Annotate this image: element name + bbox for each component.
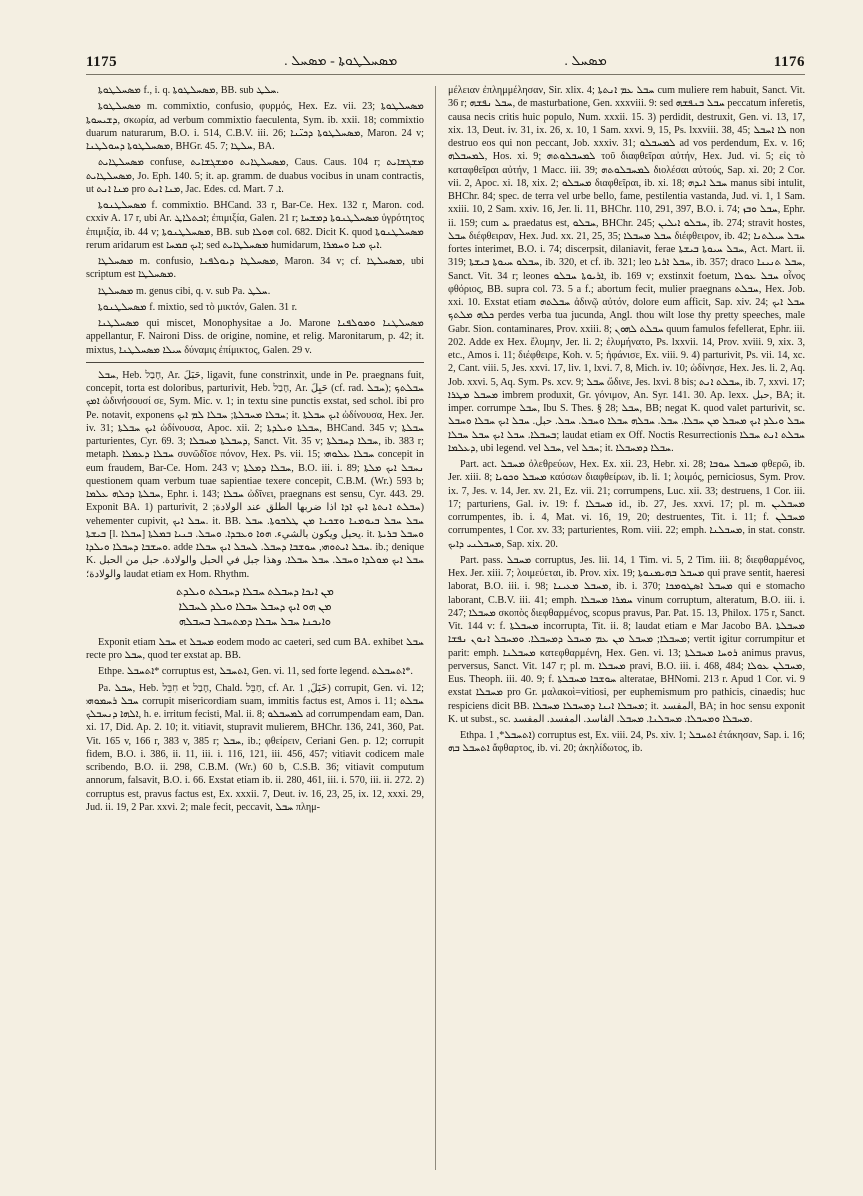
dictionary-entry: ܡܣܚܠܛܐܝܬ confuse, ܡܣܚܠܛܐܝܬ ܘܡܫܓܫܐܝܬ, Caus. Caus. 104 r; ܡܫܓܫܐܝܬ ܡܣܚܠܛܐܝܬ, Jo. Eph. 140. 5; it. ap. gramm. de duabus vocibus in unam contractis, ut ܡܢܐ ܐܢܬ pro ܡܢܐ ܐܢܬ, Jac. Edes. cd. Mart. ܐ. 7.: [86, 157, 424, 195]
dictionary-entry: Pa. ܚܒܠ, Heb. חִבֵּל et חָבַל, Chald. חַבֵּל, cf. Ar. خَبَلَ, 1) corrupit, Gen. vi. 12; ܚܒܠ ܪܚܡܘܗܝ corrupit misericordiam suam, immitis factus est, Amos i. 11; ܚܒܠܬ ܐܠܗܐ ܕܢܚܒܠܟ, h. e. irritum fecisti, Mal. ii. 8; ܠܡܚܒܠܘ ad corrumpendam eam, Dan. xi. 17, Did. Ap. 2. 10; it. vitiavit, stupravit mulierem, BHChr. 136, 241, 360, Pat. Vit. 165 v, 166 r, 383 v, 385 r; ܚܒܠ, ib.; φθείρειν, Ceriani Gen. p. 12; corrupit fidem, B.O. i. 386, ii. 11, iii. i. 116, 121, iii. 456, 457; vitiavit codicem male scribendo, B.O. ii. 298, C.B.M. (Wr.) 60 b, C.S.B. 36; vitiavit computum annorum, falsavit, B.O. i. 66. Exstat etiam ib. ii. 280, 461, iii. i. 570, iii. ii. 272. 2) corruptus est, pravus factus est, Ex. xxxii. 7, Deut. iv. 16, 23, 25, ix. 12, xxxi. 29, Jud. ii. 19, 2 Par. xxvi. 2; male fecit, peccavit, ܚܒܠ πλημ-: [86, 682, 424, 813]
dictionary-entry: ܡܣܚܠܛܐ m. genus cibi, q. v. sub Pa. ܚܠܛ.: [98, 285, 271, 297]
dictionary-entry: ܚܒܠ, Heb. חָבַל, Ar. حَبَلَ, ligavit, fune constrinxit, unde in Pe. praegnans fuit, concepit, torta est doloribus, parturivit, Heb. חָבַל, Ar. حَبِلَ (cf. rad. ܚܒܠ); ܚܒܠܬܟ ܐܡܟ ὠδινήσουσί σε, Sym. Mic. v. 1; in textu sine punctis exstat, sed schol. ibi pro Pe. notavit, exponens ܚܒܠܐ ܡܚܒܠܬܐ; ܚܒܠܐ ܠܡ ܐܝܟ; it. ܐܝܟ ܚܒܠܬܐ ὠδίνουσα, Hex. Jer. iv. 31; ܐܝܟ ܚܒܠܬܐ ὠδίνουσα, Apoc. xii. 2; ܚܒܠܬܐ ܘܝܠܕܬܐ, BHCand. 345 v; ܚܒܠܬܐ parturientes, Cyr. 69. 3; ܕܚܒܠܬܐ ܡܚܒܠܐ, Sanct. Vit. 35 v; ܚܒܠܐ ܕܚܒܠܬܐ, ib. 383 r; metaph. ܚܒܠܐ ܕܥܡܠܐ συνῶδῖσε πόνον, Hex. Ps. vii. 15; ܚܒܠܐ ܥܠܘܗܝ concepit in eum fraudem, Bar-Ce. Hom. 243 v; ܚܒܠܐ ܕܡܠܬܐ, B.O. iii. i. 89; ܢܚܒܠ ܐܝܟ ܡܠܬܐ questionem quam verbum tuae sapientiae texere concepit, C.B.M. (Wr.) 593 b; ܚܒܠܬܐ ܕܟܠܗ ܥܠܡܐ, Ephr. i. 143; ܚܒܠܐ ὠδῖνει, praegnans est sensu, Cyr. 443. 29. Exponit BA. 1) parturivit, ܚܒܠܬ ܐܢܬܬܐ ܐܝܟ ܐܕܐ اذا ضربها الطلق عند الولادة; 2) vehementer cupivit, ܚܒܠ ܐܝܟ. it. BB. ܚܒܠ ܚܒܠ ܒܝܘܡܢܐ ܘܫܟܢܐ ܡܢ ܛܠܒܘܬܐ. ܚܒܠ ܒܝܫܬܐ [l. ܚܒܠܐ] يحبل ويكون بالشيء. ܗܘܐ ܘܥܒܕܐ. ܘܚܒܠ. ܒܢܝܐ ܒܡܠܬܐ. it. ܘܚܒܠ ܒܪܝܬܐ ܘܚܫܒܐ ܕܚܒܠܐ ܘܝܠܕܐ. adde ܚܒܠ ܐܝܬܘܗܝ, ܚܘܫܒܐ ܕܚܒܠ. ܠܚܒܠ ܐܝܟ ܚܒܠܐ. ib.; denique K. ܚܒܠ ܐܝܟ ܡܘܠܕܐ ܘܚܒܠ. ܚܒܠ ܚܒܠܐ. وهذا جبل في الحبل والولادة. حبل من الحبل والولادة؛ laudat etiam ex Hom. Rhythm.: [86, 369, 424, 580]
verse-line: ܘܐܝܟܢܐ ܚܒܠ ܚܒܠܐ ܕܡܬܚܒܠ ܒܚܒܠܗ: [178, 615, 332, 628]
dictionary-entry: Ethpe. ܐܬܚܒܠ* corruptus est, ܐܬܚܒܠ, Gen. vi. 11, sed forte legend. ܐܬܚܒܠܬ*.: [98, 666, 413, 678]
verse-line: ܡܢ ܗܘ ܐܝܟ ܕܚܒܠ ܚܒܠܐ ܘܝܠܕ ܠܚܒܠܐ: [178, 600, 332, 613]
dictionary-entry: Part. act. ܡܚܒܠ ὀλεθρεύων, Hex. Ex. xii. 23, Hebr. xi. 28; ܡܚܒܠ ܚܘܒܐ φθερῶ, ib. Jer. xiii. 8; ܡܚܒܠ ܘܟܘܝܐ καύσων διαφθείρων, ib. li. 1; λοιμός, perniciosus, Sym. Prov. ix. 7, Jes. v. 14, Jer. xv. 21, Ez. vii. 21; corrumpens, Luc. xii. 33; destruens, 1 Cor. iii. 17; parturiens, Gal. iv. 19: f. ܡܚܒܠܐ id., ib. 27, Jes. xxvi. 17; pl. m. ܡܚܒܠܝܢ corrumpentes, ib. i. 4, Mat. vi. 16, 19, 20; destruentes, Tit. i. 11; f. ܡܚܒܠܢ corrumpentes, 1 Cor. xv. 33; parturientes, Rom. viii. 22; emph. ܡܚܒܠܢܐ, in stat. constr. ܡܚܒܠܢܝ ܕܐܝܟ, Sap. xix. 20.: [448, 459, 805, 550]
right-running-head: ܡܣܚܠ .: [564, 54, 607, 69]
left-page-number: 1175: [86, 53, 118, 70]
verse-line: ܡܢ ܐܝܟܐ ܕܚܒܠܬ ܚܒܠܐ ܕܚܒܠܬ ܘܝܠܕܬ: [176, 585, 334, 598]
left-running-head: ܡܣܚܠܛܘܬܐ - ܡܣܚܠ .: [284, 54, 398, 69]
dictionary-entry: ܡܣܚܠܛܢܐ qui miscet, Monophysitae a Jo. Marone ܡܣܚܠܛܢܐ ܘܡܘܠܦܢܐ appellantur, F. Naironi Diss. de origine, nomine, et relig. Maronitarum, p. 42; it. mixtus, ܚܝܠܐ ܡܣܚܠܛܢܐ δύναμις ἐπίμικτος, Galen. 29 v.: [86, 318, 424, 356]
dictionary-entry: ܡܣܚܠܛܢܘܬܐ f. mixtio, sed τὸ μικτόν, Galen. 31 r.: [98, 301, 298, 313]
dictionary-entry: ܡܣܚܠܛܘܬܐ m. commixtio, confusio, φυρμός, Hex. Ez. vii. 23; ܡܣܚܠܛܘܬܐ ܕܫܝܚܘܬܐ, σκωρία, ad verbum commixtio faeculenta, Sym. ib. xxii. 18; commixtio duarum naturarum, B.O. i. 514, C.B.V. iii. 26; ܡܣܚܠܛܘܬܐ ܕܟܝ̈ܢܐ, Maron. 24 v; ܡܣܚܠܛܘܬܐ ܕܚܘܠܛܢܐ, BHGr. 45. 7; ܚܠܛܐ, BA.: [86, 101, 424, 152]
dictionary-entry: Part. pass. ܡܚܒܠ corruptus, Jes. lii. 14, 1 Tim. vi. 5, 2 Tim. iii. 8; διεφθαρμένος, Hex. Jer. xiii. 7; λοιμεύεται, ib. Prov. xix. 19; ܡܚܒܠ ܒܗܝܡܢܘܬܐ qui prave sentit, haeresi laborat, B.O. iii. i. 98; ܡܚܒܠ ܡܥܝܢܐ, ib. i. 370; ܡܚܒܠ ܐܣܛܘܡܟܐ qui e stomacho laborant, C.B.V. iii. 41; emph. ܚܡܪܐ ܡܚܒܠܐ vinum corruptum, alteratum, B.O. iii. i. 247; ܡܚܒܠܐ σκοπὸς διεφθαρμένος, scopus pravus, Par. Pat. 15. 13, Philox. 175 r, Sanct. Vit. 144 v: f. ܡܚܒܠܬܐ incorrupta, Tit. ii. 8; laudat etiam e Mar Jacobo BA. ܡܚܒܠܬܐ ܡܚܒܠܐ; ܡܚܒܠ ܡܢ ܥܡ ܡܚܒܠ ܕܡܚܒܠܐ. ܘܡܚܒܠ ܐܢܘܢ ܢܦܫܐ; vertit igitur corrumpitur et parit: emph. ܡܚܒܠܢܐ κατεφθαρμένη, Hex. Gen. vi. 13; ܪܘܚܐ ܡܚܒܠܬܐ animus pravus, perversus, Sanct. Vit. 147 r; pl. m. ܡܚܒܠܐ pravi, B.O. iii. i. 468, 484; ܡܚܒܠܢ ܥܘܠܐ, Eus. Theoph. iii. 40. 9; f. ܚܘܫܒܐ ܡܚܒܠܬܐ alteratae, BHNomi. 213 r. Apud 1 Cor. vi. 9 exstat ܡܚܒܠܐ pro Gr. μαλακοὶ=vitiosi, per euphemismum pro pathicis, cinaedis; huc respiciens dicit BB. ܡܚܒܠܐ ܐܝܢܐ ܕܡܚܒܠܐ ܡܚܒܠܐ; it. المفسد, BA; in hoc sensu exponit K. ut subst., sc. ܡܚܒܠܐ ܘܡܚܒܠܐ. ܡܚܒܠܢܐ. ܡܚܒܠ. الفاسد. المفسد. المفسد.: [448, 554, 805, 725]
entry-separator: [86, 362, 424, 363]
right-column: [448, 84, 805, 1166]
left-column: [86, 84, 424, 1166]
right-page-number: 1176: [773, 53, 805, 70]
verse-quotation: [86, 585, 424, 630]
dictionary-entry: ܡܣܚܠܛܐ m. confusio, ܡܣܚܠܛܐ ܕܝܘܠܦܢܐ, Maron. 34 v; cf. ܡܣܚܠܛܐ, ubi scriptum est ܡܣܚܠܛܐ.: [86, 256, 424, 281]
page-header: [86, 50, 805, 75]
dictionary-entry: Ethpa. ܐܬܚܒܠ*, 1) corruptus est, Ex. viii. 24, Ps. xiv. 1; ܐܬܚܒܠ ἐτάκησαν, Sap. i. 16; ܐܬܚܒܠ ܒܗ ἄφθαρτος, ib. vi. 20; ἀκηλίδωτος, ib.: [448, 730, 805, 755]
dictionary-entry: μέλειαν ἐπλημμέλησαν, Sir. xlix. 4; ܚܒܠ ܥܡ ܐܢܬܬܐ cum muliere rem habuit, Sanct. Vit. 36 r; ܚܒܠ ܢܦܫܗ, de masturbatione, Gen. xxxviii. 9: sed ܚܒܠ ܒܢܦܫܗ peccatum inferetis, causa necis critis huic populo, Num. xxxii. 15. 3) perdidit, destruxit, Gen. vi. 13, 17, xix. 13, Deut. iv. 31, ix. 26, x. 10, 1 Sam. xxvi. 9, 15, Ps. lxxviii. 38, 45; ܠܐ ܐܚܒܠ non destruo eos qui non peccant, Job. xxxiv. 31; ܠܡܚܒܠܘ ad vos perdendum, Ex. v. 16; ܠܡܚܒܠܗ, Hos. xi. 9; ܠܡܚܒܠܘܬܗ τοῦ διαφθεῖραι αὐτήν, Hex. Jud. vi. 5; εἰς τὸ καταφθεῖραι αὐτήν, 1 Macc. iii. 39; ܠܡܚܒܠܘܬܗ διολέσαι αὐτούς, Sap. xi. 20; 2 Cor. vii. 2, Apoc. xi. 18, xix. 2; ܡܚܒܠܘ διαφθεῖραι, ib. xi. 18; ܚܒܠ ܐܝܕܗ manus sibi intulit, BHChr. 84; spec. de terra vel urbe bello, fame, pestilentia vastanda, Jud. vi. 1, 1 Sam. xxiii. 10, 2 Sam. xxiv. 16, Jer. li. 11, BHChr. 110, 291, 397, B.O. i. 74; ܚܒܠ ܘܒܙ, Ephr. ii. 159; cum ܥ praedatus est, ܚܒܠܘ, BHChr. 245; ܚܒܠܘ ܐܝܠܝܢ, ib. 274; stravit hostes, ܚܒܠ διέφθειραν, Hex. Jud. xx. 21, 25, 35; ܚܒܠ ܡܚܒܠܐ διέφθειρον, ib. 42; ܚܒܠ ܚܝܠܬܢܐ fortes interimet, B.O. i. 74; discerpsit, dilaniavit, ferae ܚܒܠ ܚܝܘܬܐ ܒܝܫܬܐ, Act. Mart. ii. 319; ܚܒܠܘ ܚܝܘܬܐ ܒܝܫܬܐ, ib. 320, et cf. ib. 321; leo ܚܒܠ ܐܪܝܐ, ib. 357; draco ܚܒܠ ܬܢܝܢܐ, Sanct. Vit. 34 r; leones ܐܪܝܘܬܐ ܚܒܠܘ, ib. 169 v; exstinxit foetum, ܚܒܠ ܥܘܠܐ οἶνος φθόριος, BB. supra col. 73. 5 a f.; abortum fecit, mulier praegnans ܚܒܠܬ, Hex. Job. xxi. 10. Exstat etiam ܚܒܠܬܗ ἀδινῷ αὐτόν, dolore eum afficit, Sap. xiv. 24; ܚܒܠ ܐܝܟ ܟܠܗ ܡܠܬܟ perdes verba tua jucunda, Angl. thou wilt lose thy pretty speeches, male Gabr. Sion. contaminares, Prov. xxiii. 8; ܚܒܠܬ ܠܗܘܢ quum famulos fefellerat, Ephr. iii. 202. Adde ex Hex. ἔλυμην, Jer. li. 2; ἐλυμήνατο, Ps. lxxvii. 14, Prov. xviii. 9, xix. 3, etc., Amos i. 11; διέφθειρε, Koh. v. 5; ἠφάνισε, Ex. viii. 9. 4) parturivit, Ps. vii. 14, xc. 2, Cant. viii. 5, Jes. xxvi. 17, liv. 1, lxvi. 7, 8, Mich. iv. 10; ὠδίνησε, Hex. Jes. li. 2, Aq. Job. xxvi. 5, Aq. Sym. Ps. xcv. 9; ܚܒܠ ὤδινε, Jes. lxvi. 8 bis; ܚܒܠܬ ܐܢܬ, ib. 7, xxvi. 17; ܡܚܒܠ ܡܛܪܐ imbrem produxit, Gr. γόνιμον, An. Syr. 141. 30. Ap. lexx. حبل, BA; it. imper. corrumpe ܚܒܠ, Ibu S. Thes. § 28; ܚܒܠ, BB; negat K. quod valet parturivit, sc. ܚܒܠ ܘܝܠܕ ܐܝܟ ܡܚܒܠ ܡܢ ܚܒܠܐ. ܚܒܠ. ܚܒܠܗ ܚܒܠܐ ܘܚܒܠ. ܚܒܠ. حبل. ܚܒܠ ܐܝܟ ܚܒܠܐ ܘܚܒܠ ܒܚܒܠܐ. ܚܒܠ ܐܝܟ ܚܒܠ ܚܒܠܐ; laudat etiam ex Off. Noctis Resurrectionis ܚܒܠܬ ܐܢܬ ܚܒܠܐ ܕܥܠܡܐ, ubi legend. vel ܚܒܠ, vel ܚܒܠ; it. ܚܒܠܐ ܕܡܚܒܠܐ.: [448, 85, 805, 454]
dictionary-entry: Exponit etiam ܚܒܠ et ܡܚܒܠ eodem modo ac caeteri, sed cum BA. exhibet ܚܒܠ recte pro ܚܒܠ, quod ter exstat ap. BB.: [86, 636, 424, 661]
column-divider: [435, 86, 436, 1170]
dictionary-entry: ܡܣܚܠܛܘܬܐ f., i. q. ܡܣܚܠܛܘܬܐ, BB. sub ܚܠܛ.: [98, 85, 279, 96]
dictionary-entry: ܡܣܚܠܛܢܘܬܐ f. commixtio. BHCand. 33 r, Bar-Ce. Hex. 132 r, Maron. cod. cxxiv A. 17 r, ubi Ar. ܐܟܬܠܐܛ; ἐπιμιξία, Galen. 21 r; ܡܣܚܠܛܢܘܬܐ ܕܡܫܚܐ ὑγρότητος ἐπιμιξία, ib. 44 v; ܡܣܚܠܛܢܘܬܐ, BB. sub ܗܘܠܐ col. 682. Dicit K. quod ܡܣܚܠܛܢܘܬܐ rerum aridarum est ܐܝܟ ܩܡܚܐ; sed ܡܣܚܠܛܐܝܬ humidarum, ܐܝܟ ܡܝܐ ܘܚܡܪܐ.: [86, 200, 424, 251]
